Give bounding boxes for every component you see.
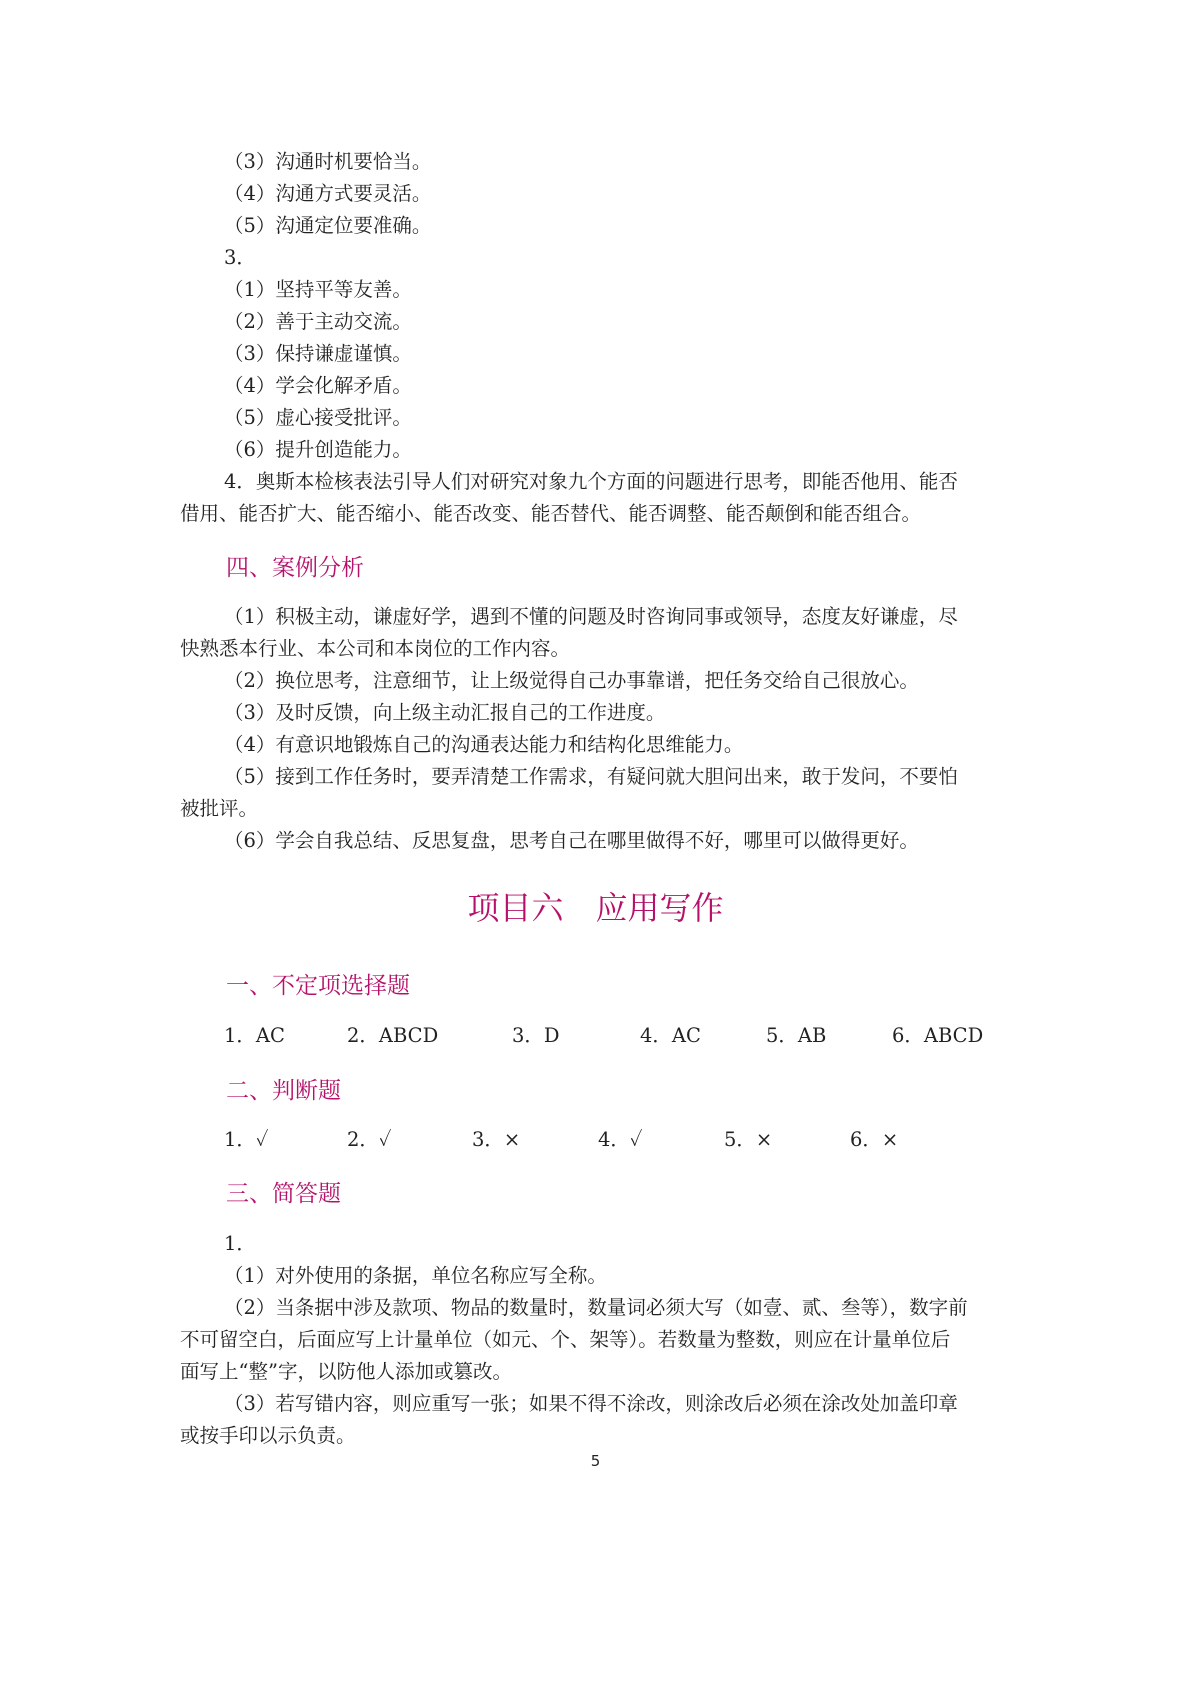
answer-item: 6．×: [850, 1128, 899, 1151]
list-item: （4）学会化解矛盾。: [224, 374, 412, 397]
section-heading-short-answer: 三、简答题: [226, 1181, 341, 1207]
answer-item: 5．×: [724, 1128, 773, 1151]
paragraph-line: 被批评。: [180, 797, 259, 820]
question-number: 3．: [224, 246, 256, 269]
paragraph-line: （1）对外使用的条据，单位名称应写全称。: [224, 1264, 607, 1287]
paragraph-line: 借用、能否扩大、能否缩小、能否改变、能否替代、能否调整、能否颠倒和能否组合。: [180, 502, 922, 525]
judge-answer-row: [0, 1126, 1191, 1154]
paragraph-line: 4．奥斯本检核表法引导人们对研究对象九个方面的问题进行思考，即能否他用、能否: [224, 470, 958, 493]
list-item: （4）沟通方式要灵活。: [224, 182, 432, 205]
paragraph-line: （4）有意识地锻炼自己的沟通表达能力和结构化思维能力。: [224, 733, 744, 756]
paragraph-line: （5）接到工作任务时，要弄清楚工作需求，有疑问就大胆问出来，敢于发问，不要怕: [224, 765, 958, 788]
answer-item: 2．ABCD: [347, 1024, 439, 1047]
answer-item: 1．AC: [224, 1024, 285, 1047]
list-item: （6）提升创造能力。: [224, 438, 412, 461]
question-number: 1．: [224, 1232, 256, 1255]
paragraph-line: （6）学会自我总结、反思复盘，思考自己在哪里做得不好，哪里可以做得更好。: [224, 829, 919, 852]
answer-item: 3．×: [472, 1128, 521, 1151]
paragraph-line: （2）当条据中涉及款项、物品的数量时，数量词必须大写（如壹、贰、叁等），数字前: [224, 1296, 968, 1319]
list-item: （3）沟通时机要恰当。: [224, 150, 432, 173]
paragraph-line: 不可留空白，后面应写上计量单位（如元、个、架等）。若数量为整数，则应在计量单位后: [180, 1328, 951, 1351]
answer-item: 5．AB: [766, 1024, 827, 1047]
section-heading-true-false: 二、判断题: [226, 1078, 341, 1104]
paragraph-line: （1）积极主动，谦虚好学，遇到不懂的问题及时咨询同事或领导，态度友好谦虚，尽: [224, 605, 958, 628]
answer-item: 1．✓: [224, 1128, 269, 1151]
list-item: （2）善于主动交流。: [224, 310, 412, 333]
list-item: （1）坚持平等友善。: [224, 278, 412, 301]
paragraph-line: 或按手印以示负责。: [180, 1424, 356, 1447]
answer-item: 3．D: [512, 1024, 560, 1047]
page-number: 5: [590, 1452, 601, 1470]
paragraph-line: （2）换位思考，注意细节，让上级觉得自己办事靠谱，把任务交给自己很放心。: [224, 669, 919, 692]
paragraph-line: 面写上“整”字，以防他人添加或篡改。: [180, 1360, 512, 1383]
choice-answer-row: [0, 1022, 1191, 1050]
section-heading-multiple-choice: 一、不定项选择题: [226, 973, 410, 999]
answer-item: 4．AC: [640, 1024, 701, 1047]
project-title: 项目六 应用写作: [467, 889, 724, 927]
paragraph-line: （3）若写错内容，则应重写一张；如果不得不涂改，则涂改后必须在涂改处加盖印章: [224, 1392, 958, 1415]
paragraph-line: （3）及时反馈，向上级主动汇报自己的工作进度。: [224, 701, 666, 724]
section-heading-case-analysis: 四、案例分析: [226, 555, 364, 581]
answer-item: 6．ABCD: [892, 1024, 984, 1047]
list-item: （5）沟通定位要准确。: [224, 214, 432, 237]
answer-item: 2．✓: [347, 1128, 392, 1151]
paragraph-line: 快熟悉本行业、本公司和本岗位的工作内容。: [180, 637, 571, 660]
answer-item: 4．✓: [598, 1128, 643, 1151]
list-item: （3）保持谦虚谨慎。: [224, 342, 412, 365]
list-item: （5）虚心接受批评。: [224, 406, 412, 429]
